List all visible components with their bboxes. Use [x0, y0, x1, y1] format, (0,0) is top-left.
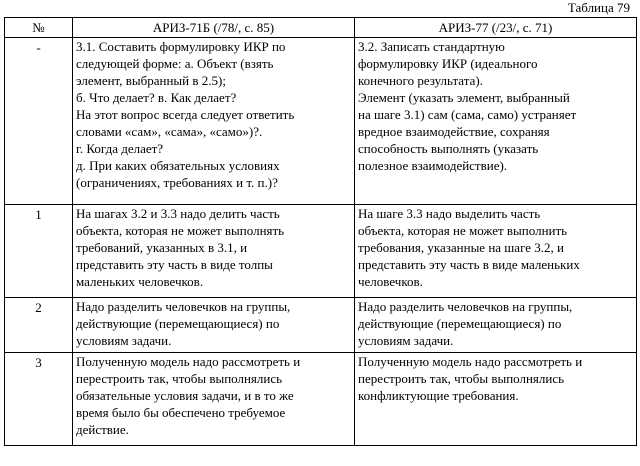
header-ariz-71b: АРИЗ-71Б (/78/, с. 85) [73, 18, 355, 38]
table-caption: Таблица 79 [567, 0, 630, 15]
table-row [5, 205, 637, 298]
table-row [5, 298, 637, 353]
cell-ariz-71b: Надо разделить человечков на группы, действующие (перемещающиеся) по условиям задачи. [73, 298, 355, 353]
cell-ariz-71b: Полученную модель надо рассмотреть и перестроить так, чтобы выполнялись обязательные условия задачи, и в то же время было бы обеспечено требуемое действие. [73, 353, 355, 446]
cell-ariz-77: На шаге 3.3 надо выделить часть объекта, которая не может выполнить требования, указанные на шаге 3.2, и представить эту часть в виде маленьких человечков. [355, 205, 637, 298]
cell-ariz-77: Надо разделить человечков на группы, действующие (перемещающиеся) по условиям задачи. [355, 298, 637, 353]
table-row [5, 38, 637, 205]
table-row [5, 353, 637, 446]
row-number: - [5, 38, 73, 205]
header-ariz-77: АРИЗ-77 (/23/, с. 71) [355, 18, 637, 38]
cell-ariz-71b: На шагах 3.2 и 3.3 надо делить часть объекта, которая не может выполнять требований, указанных в 3.1, и представить эту часть в виде толпы маленьких человечков. [73, 205, 355, 298]
comparison-table [4, 17, 637, 446]
row-number: 1 [5, 205, 73, 298]
header-number: № [5, 18, 73, 38]
cell-ariz-71b: 3.1. Составить формулировку ИКР по следующей форме: а. Объект (взять элемент, выбранный в 2.5); б. Что делает? в. Как делает? На этот вопрос всегда следует ответить словами «сам», «сама», «само»)?. г. Когда делает? д. При каких обязательных условиях (ограничениях, требованиях и т. п.)? [73, 38, 355, 205]
cell-ariz-77: Полученную модель надо рассмотреть и перестроить так, чтобы выполнялись конфликтующие требования. [355, 353, 637, 446]
row-number: 3 [5, 353, 73, 446]
table-header-row [5, 18, 637, 38]
row-number: 2 [5, 298, 73, 353]
cell-ariz-77: 3.2. Записать стандартную формулировку ИКР (идеального конечного результата). Элемент (указать элемент, выбранный на шаге 3.1) сам (сама, само) устраняет вредное взаимодействие, сохраняя способность выполнять (указать полезное взаимодействие). [355, 38, 637, 205]
